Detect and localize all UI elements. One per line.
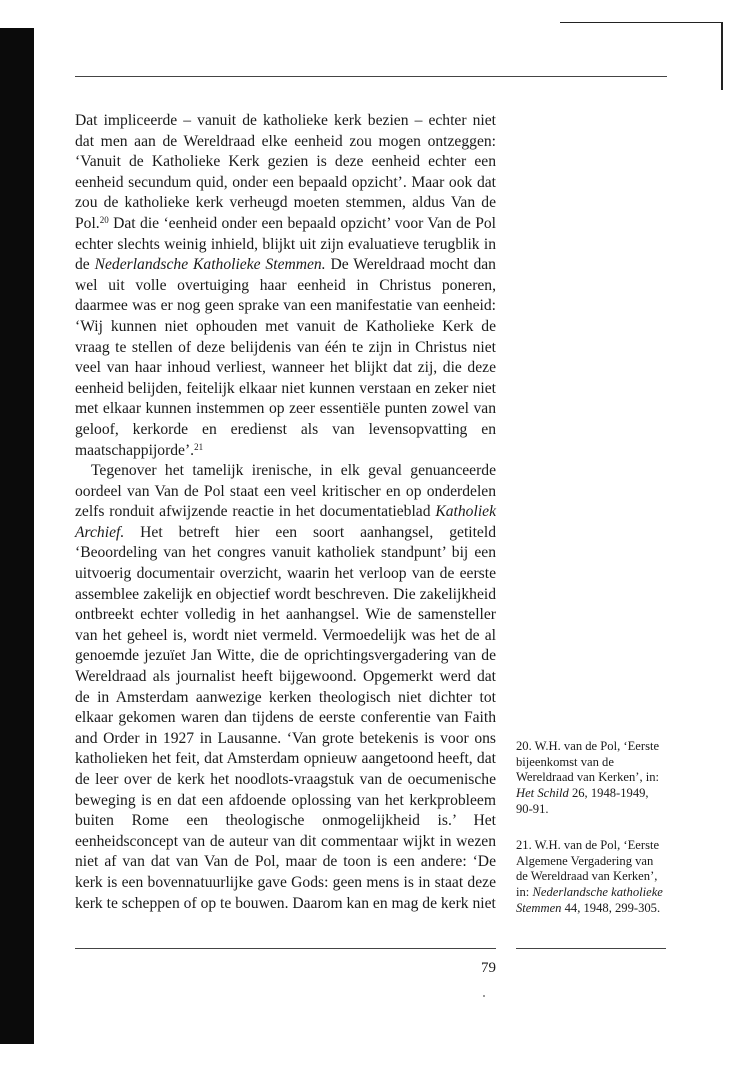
bottom-rule	[75, 948, 496, 949]
footnote-rule	[516, 948, 666, 949]
footnote-21-italic: Nederlandsche katholieke Stemmen	[516, 885, 663, 915]
footnote-ref-20: 20	[99, 214, 109, 225]
paragraph-1-text-a: Dat impliceerde – vanuit de katholieke kerk bezien – echter niet dat men aan de Wereldraad elke eenheid zou mogen ontzeggen: ‘Vanuit de Katholieke Kerk gezien is deze eenheid echter een eenheid secundum quid, onder een bepaald opzicht’. Maar ook dat zou de katholieke kerk verheugd moeten stemmen, aldus Van de Pol.	[75, 112, 496, 232]
top-rule	[75, 76, 667, 77]
paragraph-2	[75, 461, 496, 914]
page-corner-vertical-line	[721, 22, 723, 90]
paragraph-1-italic-title: Nederlandsche Katholieke Stemmen.	[94, 256, 326, 274]
footnote-20-italic: Het Schild	[516, 786, 569, 801]
footnote-21	[516, 838, 666, 917]
paragraph-1-text-b: Dat die ‘eenheid onder een bepaald opzicht’ voor Van de Pol echter slechts weinig inhield, blijkt uit zijn evaluatieve terugblik in de	[75, 214, 496, 274]
page-corner-horizontal-line	[560, 22, 722, 23]
paragraph-1-text-c: De Wereldraad mocht dan wel uit volle overtuiging haar eenheid in Christus poneren, daarmee was er nog geen sprake van een manifestatie van eenheid: ‘Wij kunnen niet ophouden met vanuit de Katholieke Kerk de vraag te stellen of deze belijdenis van één te zijn in Christus niet veel van haar inhoud verliest, wanneer het blijkt dat zij, die deze eenheid belijden, feitelijk elkaar niet kunnen verstaan en zeker niet met elkaar kunnen instemmen op zeer essentiële punten zowel van geloof, kerkorde en eredienst als van levensopvatting en maatschappijorde’.	[75, 256, 496, 459]
paragraph-1	[75, 111, 496, 461]
page-number: 79	[481, 960, 496, 976]
footnote-ref-21: 21	[194, 441, 204, 452]
footnote-21-text-b: 44, 1948, 299-305.	[561, 900, 661, 915]
footnote-20-text-a: 20. W.H. van de Pol, ‘Eerste bijeenkomst van de Wereldraad van Kerken’, in:	[516, 739, 660, 785]
body-text	[75, 111, 496, 914]
scan-speck	[483, 995, 485, 997]
footnote-20	[516, 739, 666, 818]
paragraph-2-italic-title: Katholiek Archief.	[75, 503, 496, 541]
paragraph-2-text-a: Tegenover het tamelijk irenische, in elk geval genuanceerde oordeel van Van de Pol staat een veel kritischer en op onderdelen zelfs ronduit afwijzende reactie in het documentatieblad	[75, 462, 496, 521]
scan-black-edge	[0, 28, 34, 1044]
footnote-21-text-a: 21. W.H. van de Pol, ‘Eerste Algemene Vergadering van de Wereldraad van Kerken’, in:	[516, 838, 660, 900]
paragraph-2-text-b: Het betreft hier een soort aanhangsel, getiteld ‘Beoordeling van het congres vanuit katholiek standpunt’ bij een uitvoerig documentair overzicht, waarin het verloop van de eerste assemblee zakelijk en objectief wordt beschreven. Die zakelijkheid ontbreekt echter volledig in het aanhangsel. Wie de samensteller van het geheel is, wordt niet vermeld. Vermoedelijk was het de al genoemde jezuïet Jan Witte, die de oprichtingsvergadering van de Wereldraad als journalist heeft bijgewoond. Opgemerkt werd dat de in Amsterdam aanwezige kerken theologisch niet dichter tot elkaar gekomen waren dan tijdens de eerste conferentie van Faith and Order in 1927 in Lausanne. ‘Van grote betekenis is voor ons katholieken het feit, dat Amsterdam opnieuw aangetoond heeft, dat de leer over de kerk het noodlots-vraagstuk van de oecumenische beweging is en dat een afdoende oplossing van het kerkprobleem buiten Rome een theologische onmogelijkheid is.’ Het eenheidsconcept van de auteur van dit commentaar wijkt in wezen niet af van dat van Van de Pol, maar de toon is een andere: ‘De kerk is een bovennatuurlijke gave Gods: geen mens is in staat deze kerk te scheppen of op te bouwen. Daarom kan en mag de kerk niet	[75, 523, 496, 912]
footnote-20-text-b: 26, 1948-1949, 90-91.	[516, 786, 649, 816]
